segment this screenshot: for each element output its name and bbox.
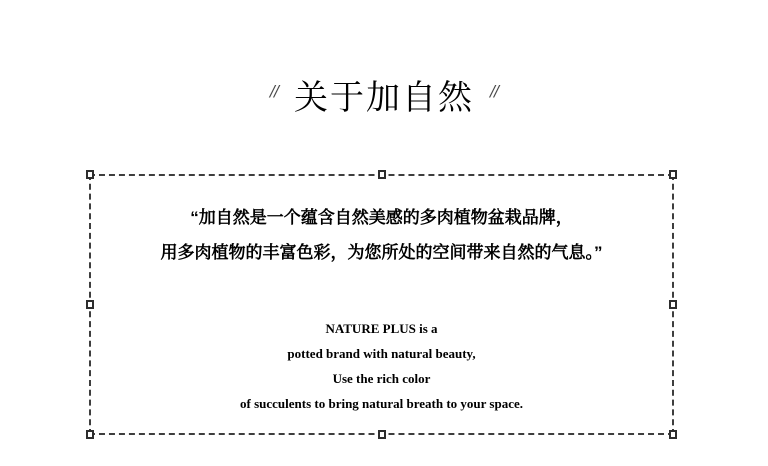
brand-intro-text-block bbox=[91, 200, 672, 457]
resize-handle-top-center[interactable] bbox=[378, 170, 386, 179]
text-block-selection[interactable] bbox=[89, 174, 674, 435]
double-slash-icon-left: // bbox=[269, 82, 278, 100]
en-quote-line-2: potted brand with natural beauty, bbox=[287, 346, 476, 361]
double-slash-icon-right: // bbox=[490, 82, 499, 100]
cn-quote-paragraph bbox=[91, 200, 672, 270]
en-quote-paragraph bbox=[91, 316, 672, 416]
resize-handle-top-right[interactable] bbox=[669, 170, 677, 179]
en-quote-line-1: NATURE PLUS is a bbox=[325, 321, 438, 336]
en-quote-line-4: of succulents to bring natural breath to your space. bbox=[240, 396, 523, 411]
cn-quote-line-2: 用多肉植物的丰富色彩，为您所处的空间带来自然的气息。” bbox=[160, 243, 603, 262]
resize-handle-bottom-left[interactable] bbox=[86, 430, 94, 439]
section-title: 关于加自然 bbox=[294, 80, 474, 117]
resize-handle-bottom-right[interactable] bbox=[669, 430, 677, 439]
resize-handle-top-left[interactable] bbox=[86, 170, 94, 179]
cn-quote-line-1: “加自然是一个蕴含自然美感的多肉植物盆栽品牌， bbox=[190, 208, 573, 227]
resize-handle-middle-right[interactable] bbox=[669, 300, 677, 309]
en-quote-line-3: Use the rich color bbox=[332, 371, 431, 386]
resize-handle-bottom-center[interactable] bbox=[378, 430, 386, 439]
section-title-row bbox=[0, 78, 768, 120]
resize-handle-middle-left[interactable] bbox=[86, 300, 94, 309]
